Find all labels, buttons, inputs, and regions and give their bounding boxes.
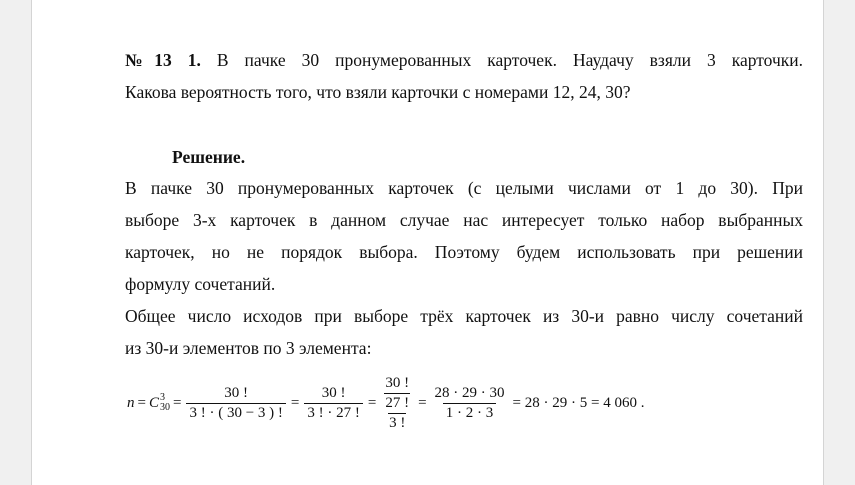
solution-heading: Решение.: [172, 147, 246, 167]
document-page: [31, 0, 824, 485]
fraction-2-denominator: 3 ! · 27 !: [304, 403, 363, 422]
formula-equals: =: [367, 394, 377, 411]
fraction-4: [432, 385, 508, 422]
fraction-3-denominator: 3 !: [389, 414, 406, 431]
formula-equals: =: [137, 394, 146, 411]
problem-line-2: Какова вероятность того, что взяли карточки с номерами 12, 24, 30?: [125, 82, 631, 102]
solution-p2-line-2: из 30-и элементов по 3 элемента:: [125, 338, 372, 358]
fraction-4-denominator: 1 · 2 · 3: [443, 403, 497, 422]
solution-p1-line-1: В пачке 30 пронумерованных карточек (с целыми числами от 1 до 30). При: [125, 178, 803, 198]
fraction-1-numerator: 30 !: [224, 384, 249, 401]
fraction-3: [381, 375, 413, 432]
problem-line-1: [125, 49, 803, 71]
fraction-3-inner-numerator: 30 !: [385, 374, 410, 391]
formula-equals: =: [172, 394, 182, 411]
combination-sup: 3: [159, 392, 165, 403]
fraction-3-numerator: [381, 375, 413, 413]
combination-formula: [127, 368, 644, 438]
solution-p2-line-1: Общее число исходов при выборе трёх карточек из 30-и равно числу сочетаний: [125, 306, 803, 326]
fraction-2: [304, 385, 363, 422]
formula-result: = 28 · 29 · 5 = 4 060 .: [512, 394, 645, 411]
fraction-3-inner: [384, 375, 410, 412]
formula-lhs: n: [127, 394, 135, 411]
problem-text-1: В пачке 30 пронумерованных карточек. Наудачу взяли 3 карточки.: [216, 50, 804, 70]
fraction-1: [186, 385, 285, 422]
solution-p1-line-3: карточек, но не порядок выбора. Поэтому будем использовать при решении: [125, 242, 803, 262]
combination-symbol: [149, 393, 170, 413]
fraction-3-inner-denominator: 27 !: [385, 394, 410, 411]
solution-p1-line-4: формулу сочетаний.: [125, 274, 276, 294]
fraction-1-denominator: 3 ! · ( 30 − 3 ) !: [186, 403, 285, 422]
fraction-4-numerator: 28 · 29 · 30: [434, 384, 505, 401]
combination-sub: 30: [159, 402, 170, 413]
formula-equals: =: [290, 394, 300, 411]
fraction-2-numerator: 30 !: [321, 384, 346, 401]
problem-number: №13: [125, 50, 172, 70]
solution-p1-line-2: выборе 3-х карточек в данном случае нас интересует только набор выбранных: [125, 210, 803, 230]
combination-letter: C: [148, 394, 159, 411]
formula-equals: =: [418, 394, 427, 411]
problem-part: 1.: [187, 50, 201, 70]
